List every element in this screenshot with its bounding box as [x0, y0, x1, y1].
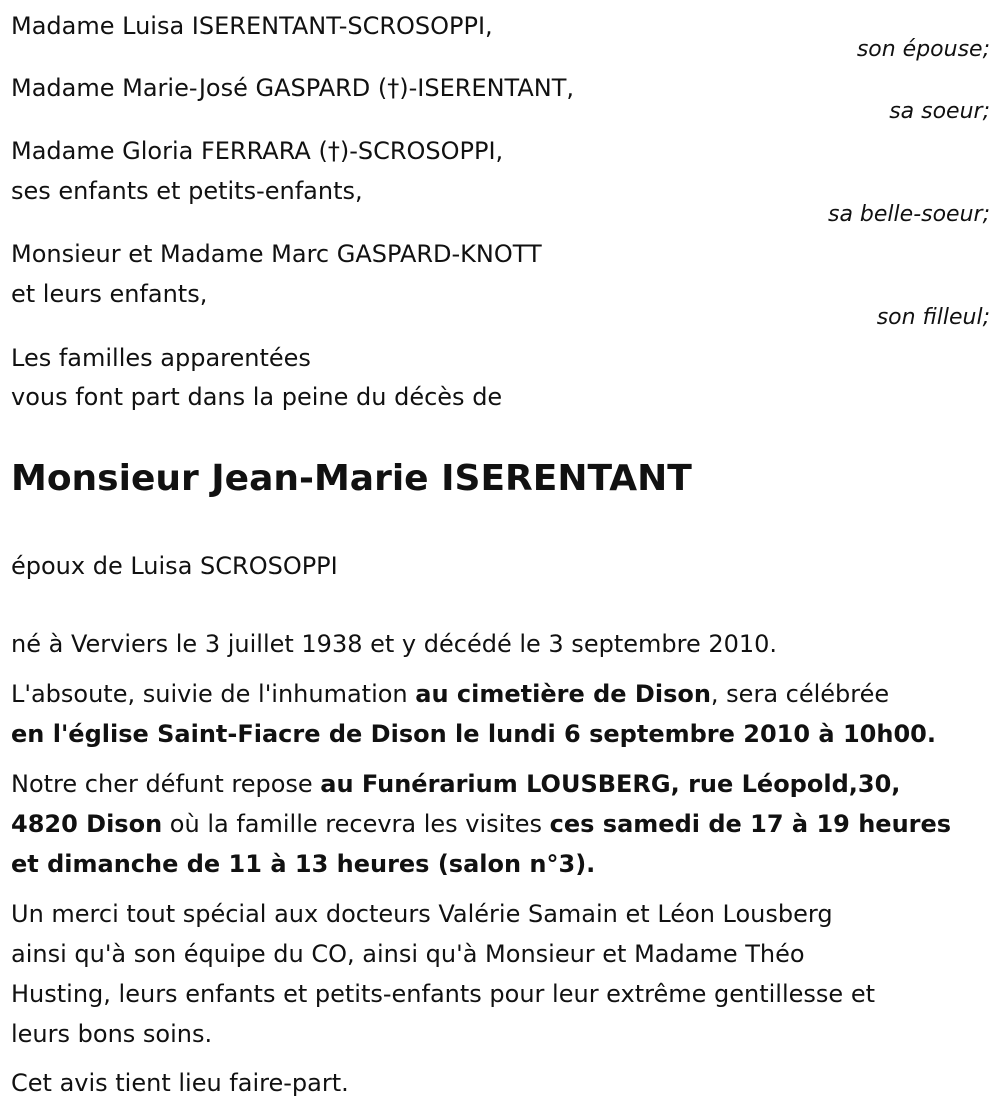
ceremony-text-c: , sera célébrée	[710, 680, 890, 708]
relation-4: son filleul;	[876, 305, 990, 330]
closing-line: Cet avis tient lieu faire-part.	[11, 1069, 349, 1097]
family-line-4: ses enfants et petits-enfants,	[11, 177, 363, 205]
family-line-7: Les familles apparentées	[11, 344, 311, 372]
family-line-6: et leurs enfants,	[11, 280, 208, 308]
birth-death-line: né à Verviers le 3 juillet 1938 et y décédé le 3 septembre 2010.	[11, 630, 778, 658]
visits-line-3: et dimanche de 11 à 13 heures (salon n°3).	[11, 850, 596, 878]
relation-1: son épouse;	[856, 37, 990, 62]
ceremony-line-2: en l'église Saint-Fiacre de Dison le lundi 6 septembre 2010 à 10h00.	[11, 720, 936, 748]
deceased-name: Monsieur Jean-Marie ISERENTANT	[11, 458, 692, 499]
family-line-2: Madame Marie-José GASPARD (†)-ISERENTANT,	[11, 74, 575, 102]
visits-text-a: Notre cher défunt repose	[11, 770, 321, 798]
relation-2: sa soeur;	[889, 99, 990, 124]
family-line-8: vous font part dans la peine du décès de	[11, 383, 503, 411]
visits-line-1	[11, 764, 900, 804]
ceremony-text-a: L'absoute, suivie de l'inhumation	[11, 680, 416, 708]
family-line-5: Monsieur et Madame Marc GASPARD-KNOTT	[11, 240, 542, 268]
visits-text-d: où la famille recevra les visites	[162, 810, 550, 838]
ceremony-cemetery: au cimetière de Dison	[415, 680, 711, 708]
thanks-line-4: leurs bons soins.	[11, 1020, 213, 1048]
visits-saturday: ces samedi de 17 à 19 heures	[549, 810, 952, 838]
visits-funerarium: au Funérarium LOUSBERG, rue Léopold,30,	[320, 770, 901, 798]
ceremony-line-1	[11, 674, 889, 714]
relation-3: sa belle-soeur;	[828, 202, 990, 227]
family-line-3: Madame Gloria FERRARA (†)-SCROSOPPI,	[11, 137, 504, 165]
visits-postcode: 4820 Dison	[11, 810, 163, 838]
spouse-line: époux de Luisa SCROSOPPI	[11, 552, 338, 580]
thanks-line-1: Un merci tout spécial aux docteurs Valérie Samain et Léon Lousberg	[11, 900, 833, 928]
thanks-line-2: ainsi qu'à son équipe du CO, ainsi qu'à Monsieur et Madame Théo	[11, 940, 805, 968]
visits-line-2	[11, 804, 951, 844]
thanks-line-3: Husting, leurs enfants et petits-enfants pour leur extrême gentillesse et	[11, 980, 875, 1008]
family-line-1: Madame Luisa ISERENTANT-SCROSOPPI,	[11, 12, 493, 40]
